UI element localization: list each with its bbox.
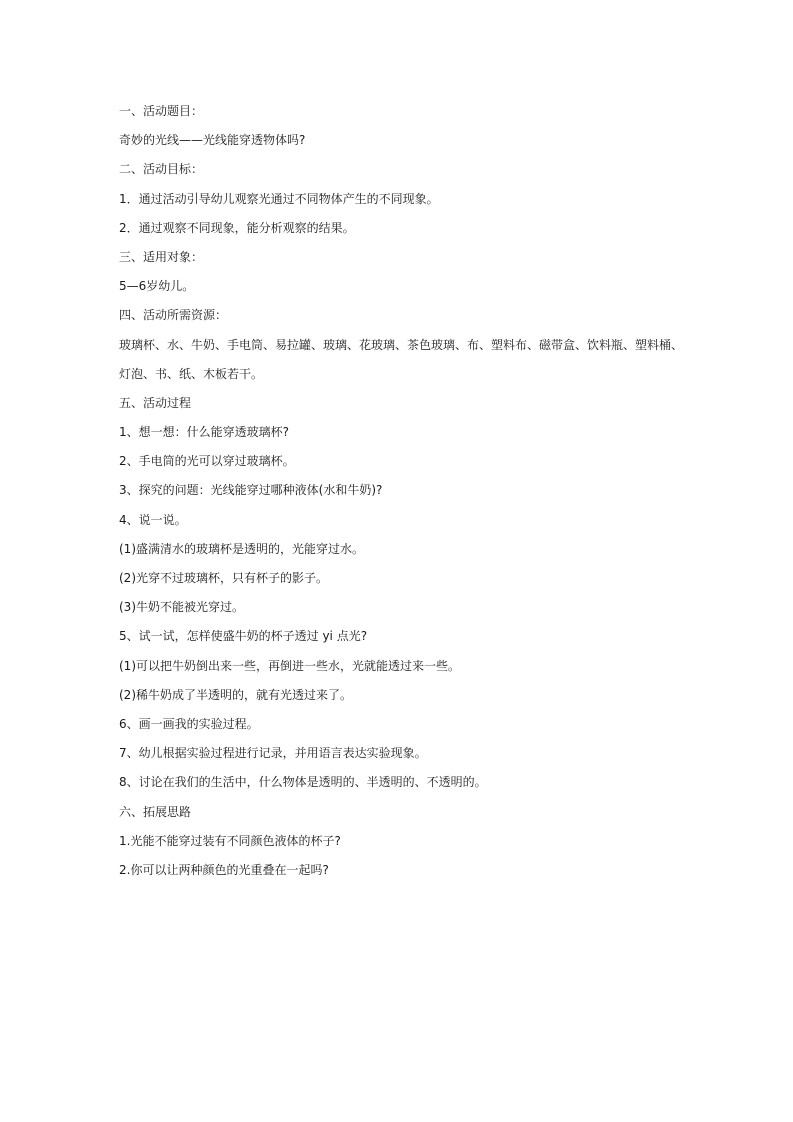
process-step-4-sub-2: (2)光穿不过玻璃杯，只有杯子的影子。 bbox=[119, 571, 328, 585]
section-heading-extension: 六、拓展思路 bbox=[119, 804, 192, 819]
audience-text: 5—6岁幼儿。 bbox=[119, 279, 195, 294]
section-heading-resources: 四、活动所需资源： bbox=[119, 308, 228, 323]
process-step-4-sub-3: (3)牛奶不能被光穿过。 bbox=[119, 600, 244, 615]
resources-text-line-2: 灯泡、书、纸、木板若干。 bbox=[119, 366, 264, 381]
process-step-1: 1、想一想：什么能穿透玻璃杯? bbox=[119, 425, 290, 440]
resources-text-line-1: 玻璃杯、水、牛奶、手电筒、易拉罐、玻璃、花玻璃、茶色玻璃、布、塑料布、磁带盒、饮料瓶、塑料桶、 bbox=[119, 337, 684, 352]
goal-item-1: 1．通过活动引导幼儿观察光通过不同物体产生的不同现象。 bbox=[119, 191, 439, 206]
process-step-4-sub-1: (1)盛满清水的玻璃杯是透明的，光能穿过水。 bbox=[119, 541, 364, 556]
extension-item-2: 2.你可以让两种颜色的光重叠在一起吗? bbox=[119, 862, 329, 877]
section-heading-goals: 二、活动目标： bbox=[119, 162, 204, 177]
process-step-5-sub-2: (2)稀牛奶成了半透明的，就有光透过来了。 bbox=[119, 687, 352, 702]
process-step-4: 4、说一说。 bbox=[119, 512, 187, 527]
process-step-7: 7、幼儿根据实验过程进行记录，并用语言表达实验现象。 bbox=[119, 746, 427, 761]
section-heading-process: 五、活动过程 bbox=[119, 395, 192, 410]
process-step-8: 8、讨论在我们的生活中，什么物体是透明的、半透明的、不透明的。 bbox=[119, 775, 487, 790]
section-heading-activity-title: 一、活动题目： bbox=[119, 104, 204, 118]
process-step-5-sub-1: (1)可以把牛奶倒出来一些，再倒进一些水，光就能透过来一些。 bbox=[119, 658, 461, 673]
process-step-6: 6、画一画我的实验过程。 bbox=[119, 716, 259, 731]
goal-item-2: 2．通过观察不同现象，能分析观察的结果。 bbox=[119, 220, 355, 235]
document-body bbox=[119, 102, 689, 890]
process-step-3: 3、探究的问题：光线能穿过哪种液体(水和牛奶)? bbox=[119, 483, 383, 498]
process-step-2: 2、手电筒的光可以穿过玻璃杯。 bbox=[119, 454, 295, 469]
section-heading-audience: 三、适用对象： bbox=[119, 249, 204, 264]
extension-item-1: 1.光能不能穿过装有不同颜色液体的杯子? bbox=[119, 833, 341, 848]
process-step-5: 5、试一试，怎样使盛牛奶的杯子透过 yi 点光? bbox=[119, 629, 368, 644]
activity-title-text: 奇妙的光线——光线能穿透物体吗? bbox=[119, 133, 306, 148]
